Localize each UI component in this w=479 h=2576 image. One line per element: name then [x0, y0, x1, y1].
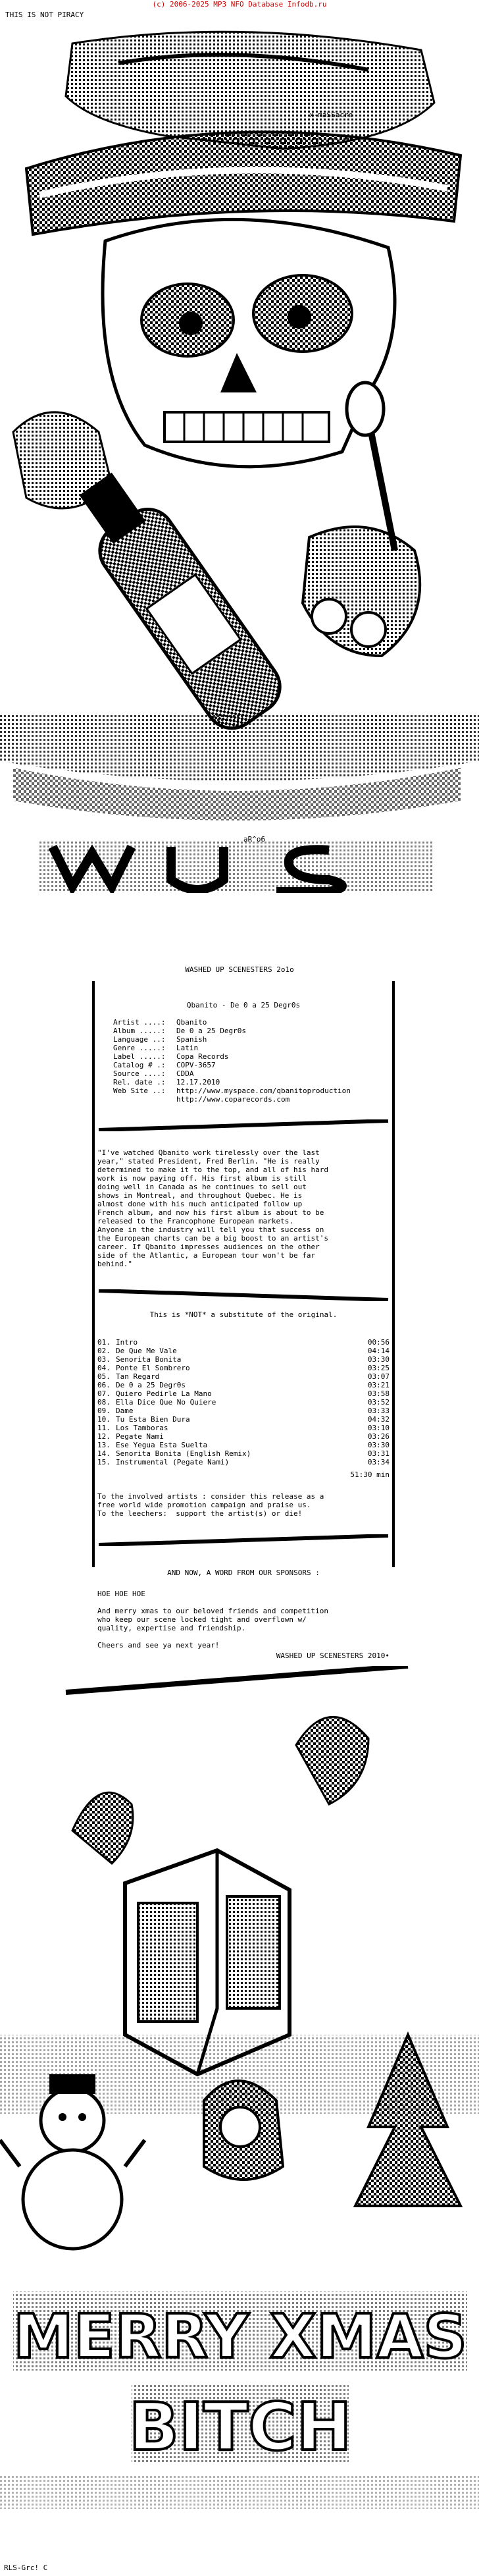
- track-title: De Que Me Vale: [116, 1347, 177, 1355]
- track-number: 05.: [97, 1372, 111, 1381]
- release-info-row: [113, 1095, 395, 1104]
- notice-block: [92, 1492, 395, 1518]
- track-number: 04.: [97, 1364, 111, 1372]
- quote-block: [92, 1148, 395, 1268]
- xmas-artwork: [0, 1666, 479, 2548]
- track-number: 14.: [97, 1449, 111, 1458]
- track-title: Ponte El Sombrero: [116, 1364, 190, 1372]
- release-info-key: Rel. date .:: [113, 1078, 166, 1087]
- track-list: [92, 1338, 395, 1466]
- track-duration: 03:07: [367, 1372, 390, 1381]
- track-title: Tan Regard: [116, 1372, 160, 1381]
- track-duration: 03:58: [367, 1389, 390, 1398]
- merry-text: And merry xmas to our beloved friends and competition who keep our scene locked tight and overflown w/ quality, expertise and friendship.: [97, 1607, 328, 1632]
- release-info-key: Label .....:: [113, 1052, 166, 1061]
- tracklist: [92, 1338, 395, 1479]
- skull-artwork: [0, 24, 479, 893]
- track-title: Pegate Nami: [116, 1432, 164, 1441]
- track-row: [97, 1415, 390, 1424]
- track-number: 08.: [97, 1398, 111, 1407]
- xmas-line-1: MERRY XMAS: [13, 2301, 467, 2372]
- artist-tag-top: x-maSSacre: [309, 111, 353, 119]
- track-title: Intro: [116, 1338, 138, 1347]
- track-duration: 03:25: [367, 1364, 390, 1372]
- quote-text: "I've watched Qbanito work tirelessly over the last year," stated President, Fred Berlin. "He is really determined to make it to the top, and all of his hard work is now paying off. His first album is still doing well in Canada as he continues to sell out shows in Montreal, and throughout Quebec. He is almost done with his much anticipated follow up French album, and now his first album is about to be released to the Francophone European markets. Anyone in the industry will tell you that success on the European charts can be a big boost to an artist's career. If Qbanito impresses audiences on the other side of the Atlantic, a European tour won't be far behind.": [97, 1148, 328, 1268]
- release-info-value: De 0 a 25 Degr0s: [176, 1027, 246, 1035]
- release-info-value: http://www.myspace.com/qbanitoproduction: [176, 1087, 351, 1095]
- track-duration: 00:56: [367, 1338, 390, 1347]
- track-number: 09.: [97, 1407, 111, 1415]
- xmas-art-svg: [0, 1666, 479, 2548]
- sponsors-heading: AND NOW, A WORD FROM OUR SPONSORS :: [167, 1569, 320, 1577]
- track-title: Quiero Pedirle La Mano: [116, 1389, 212, 1398]
- release-info-key: Web Site ..:: [113, 1087, 166, 1095]
- copyright-line: (c) 2006-2025 MP3 NFO Database Infodb.ru: [152, 0, 327, 9]
- divider-1: [92, 1119, 395, 1131]
- track-duration: 03:10: [367, 1424, 390, 1432]
- hoe-line: HOE HOE HOE: [97, 1590, 145, 1598]
- track-row: [97, 1355, 390, 1364]
- track-row: [97, 1372, 390, 1381]
- wus-logo: [39, 840, 434, 893]
- track-title: Instrumental (Pegate Nami): [116, 1458, 230, 1466]
- release-info-row: [113, 1035, 395, 1044]
- track-duration: 03:21: [367, 1381, 390, 1389]
- release-info-list: [92, 1018, 395, 1104]
- track-number: 13.: [97, 1441, 111, 1449]
- release-info-key: Album .....:: [113, 1027, 166, 1035]
- release-info-row: [113, 1044, 395, 1052]
- release-info-value: CDDA: [176, 1069, 194, 1078]
- release-headline: Qbanito - De 0 a 25 Degr0s: [186, 1001, 301, 1009]
- divider-3: [92, 1534, 395, 1546]
- skull-art-svg: [0, 24, 479, 893]
- track-title: Tu Esta Bien Dura: [116, 1415, 190, 1424]
- group-sign: WASHED UP SCENESTERS 2010•: [276, 1651, 390, 1660]
- release-info-row: [113, 1069, 395, 1078]
- track-number: 11.: [97, 1424, 111, 1432]
- track-number: 15.: [97, 1458, 111, 1466]
- release-info-row: [113, 1018, 395, 1027]
- divider-2: [92, 1289, 395, 1301]
- track-title: Ese Yegua Esta Suelta: [116, 1441, 208, 1449]
- track-duration: 03:26: [367, 1432, 390, 1441]
- track-row: [97, 1432, 390, 1441]
- track-duration: 03:52: [367, 1398, 390, 1407]
- artist-tag-bottom: aR^o6: [243, 835, 266, 844]
- track-number: 06.: [97, 1381, 111, 1389]
- track-number: 02.: [97, 1347, 111, 1355]
- track-row: [97, 1389, 390, 1398]
- group-line: WASHED UP SCENESTERS 2o1o: [185, 965, 294, 974]
- track-row: [97, 1398, 390, 1407]
- substitute-note: This is *NOT* a substitute of the original.: [149, 1310, 338, 1319]
- cheers-line: Cheers and see ya next year!: [97, 1641, 220, 1650]
- track-duration: 03:30: [367, 1441, 390, 1449]
- track-title: Senorita Bonita: [116, 1355, 182, 1364]
- release-info-row: [113, 1078, 395, 1087]
- track-duration: 03:30: [367, 1355, 390, 1364]
- release-info-value: http://www.coparecords.com: [176, 1095, 290, 1104]
- track-number: 10.: [97, 1415, 111, 1424]
- release-info-key: Catalog # .:: [113, 1061, 166, 1069]
- release-info-key: Language ..:: [113, 1035, 166, 1044]
- footer-line: RLS-Grc! C: [4, 2563, 48, 2572]
- track-row: [97, 1458, 390, 1466]
- track-row: [97, 1407, 390, 1415]
- not-piracy-line: THIS IS NOT PIRACY: [5, 11, 84, 19]
- release-info-row: [113, 1027, 395, 1035]
- release-info-value: Spanish: [176, 1035, 207, 1044]
- release-info-key: Genre .....:: [113, 1044, 166, 1052]
- track-number: 03.: [97, 1355, 111, 1364]
- track-title: Ella Dice Que No Quiere: [116, 1398, 216, 1407]
- track-row: [97, 1347, 390, 1355]
- release-info-key: [113, 1095, 176, 1104]
- release-info-value: Latin: [176, 1044, 199, 1052]
- track-duration: 03:33: [367, 1407, 390, 1415]
- track-title: Dame: [116, 1407, 134, 1415]
- release-info-row: [113, 1087, 395, 1095]
- track-duration: 03:34: [367, 1458, 390, 1466]
- track-duration: 04:14: [367, 1347, 390, 1355]
- track-number: 07.: [97, 1389, 111, 1398]
- release-info-value: COPV-3657: [176, 1061, 216, 1069]
- track-row: [97, 1338, 390, 1347]
- release-info-value: Copa Records: [176, 1052, 229, 1061]
- track-row: [97, 1424, 390, 1432]
- release-info-row: [113, 1052, 395, 1061]
- track-title: Senorita Bonita (English Remix): [116, 1449, 251, 1458]
- track-row: [97, 1441, 390, 1449]
- release-info-value: Qbanito: [176, 1018, 207, 1027]
- track-title: De 0 a 25 Degr0s: [116, 1381, 186, 1389]
- release-info-key: Source ....:: [113, 1069, 166, 1078]
- release-block: [92, 1001, 395, 1104]
- track-row: [97, 1449, 390, 1458]
- release-info-value: 12.17.2010: [176, 1078, 220, 1087]
- track-number: 12.: [97, 1432, 111, 1441]
- release-info-row: [113, 1061, 395, 1069]
- track-duration: 03:31: [367, 1449, 390, 1458]
- track-duration: 04:32: [367, 1415, 390, 1424]
- xmas-line-2: BITCH: [128, 2388, 352, 2465]
- sponsor-message: [92, 1590, 395, 1660]
- track-number: 01.: [97, 1338, 111, 1347]
- release-info-key: Artist ....:: [113, 1018, 166, 1027]
- track-row: [97, 1381, 390, 1389]
- total-time: 51:30 min: [350, 1470, 390, 1479]
- track-row: [97, 1364, 390, 1372]
- notice-text: To the involved artists : consider this release as a free world wide promotion campaign and praise us. To the leechers: support the artist(s) or die!: [97, 1492, 324, 1518]
- track-title: Los Tamboras: [116, 1424, 168, 1432]
